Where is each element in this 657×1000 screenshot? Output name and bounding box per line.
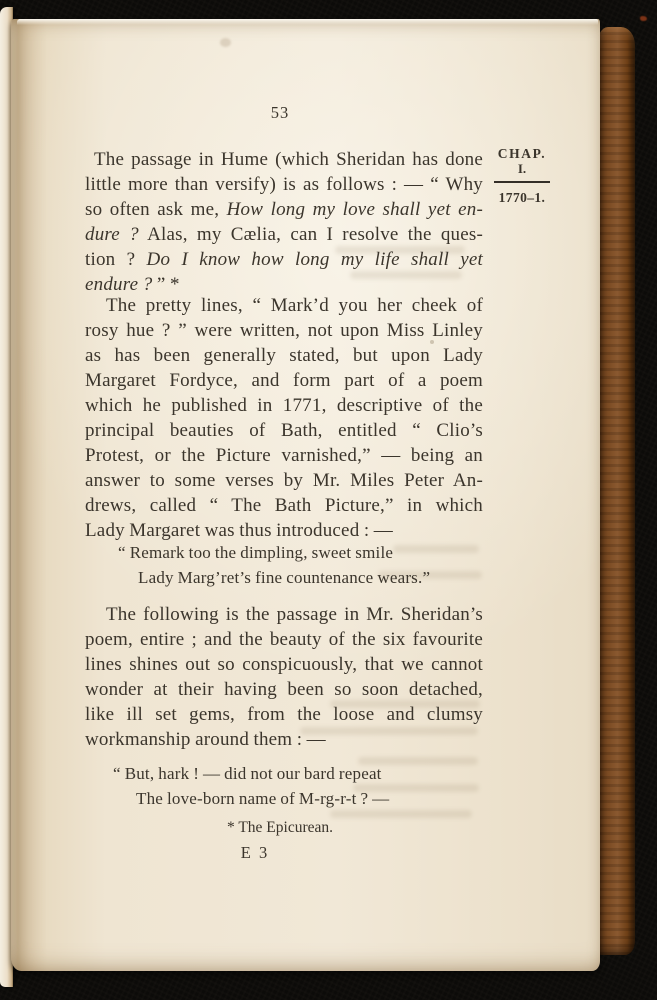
text-line: answer to some verses by Mr. Miles Peter An-	[85, 470, 483, 491]
text-line: drews, called “ The Bath Picture,” in which	[85, 495, 483, 516]
page-showthrough	[330, 810, 472, 818]
text-line: endure ? ” *	[85, 274, 180, 295]
sidenote-divider	[494, 181, 550, 183]
paragraph-following-passage	[85, 602, 483, 752]
leather-cover-edge	[596, 27, 635, 955]
paper-blemish	[220, 38, 231, 47]
text-line: rosy hue ? ” were written, not upon Miss Linley	[85, 320, 483, 341]
text-line: dure ? Alas, my Cælia, can I resolve the ques-	[85, 224, 484, 245]
text-line: “ Remark too the dimpling, sweet smile	[118, 543, 394, 562]
text-line: Lady Margaret was thus introduced : —	[85, 520, 393, 541]
text-line: poem, entire ; and the beauty of the six favourite	[85, 629, 483, 650]
text-line: tion ? Do I know how long my life shall yet	[85, 249, 483, 270]
text-line: wonder at their having been so soon detached,	[85, 679, 483, 700]
text-line: which he published in 1771, descriptive of the	[85, 395, 483, 416]
text-line: Protest, or the Picture varnished,” — being an	[85, 445, 483, 466]
text-line: Margaret Fordyce, and form part of a poem	[85, 370, 483, 391]
text-line: little more than versify) is as follows : — “ Why	[85, 174, 483, 195]
text-line: The following is the passage in Mr. Sheridan’s	[106, 604, 483, 625]
footnote: * The Epicurean.	[226, 819, 334, 836]
verse-quote-but-hark	[85, 761, 483, 811]
text-line: so often ask me, How long my love shall yet en-	[85, 199, 483, 220]
sidenote-date: 1770–1.	[498, 190, 546, 205]
text-line: like ill set gems, from the loose and clumsy	[85, 704, 483, 725]
text-line: The passage in Hume (which Sheridan has done	[94, 149, 483, 170]
paragraph-pretty-lines	[85, 293, 483, 543]
text-line: The pretty lines, “ Mark’d you her cheek of	[106, 295, 483, 316]
text-line: lines shines out so conspicuously, that we cannot	[85, 654, 483, 675]
cover-blemish	[640, 16, 647, 21]
text-line: Lady Marg’ret’s fine countenance wears.”	[138, 568, 431, 587]
page-number: 53	[270, 103, 290, 122]
sidenote-chapter-label: CHAP.	[497, 146, 547, 161]
paragraph-hume-passage	[85, 147, 483, 297]
text-line: “ But, hark ! — did not our bard repeat	[113, 764, 382, 783]
text-line: The love-born name of M-rg-r-t ? —	[136, 789, 390, 808]
text-line: workmanship around them : —	[85, 729, 326, 750]
chapter-sidenote	[490, 146, 554, 206]
text-line: as has been generally stated, but upon Lady	[85, 345, 483, 366]
signature-mark: E 3	[240, 843, 270, 862]
verse-quote-remark	[85, 540, 483, 590]
sidenote-chapter-numeral: I.	[517, 161, 527, 176]
text-line: principal beauties of Bath, entitled “ Clio’s	[85, 420, 483, 441]
